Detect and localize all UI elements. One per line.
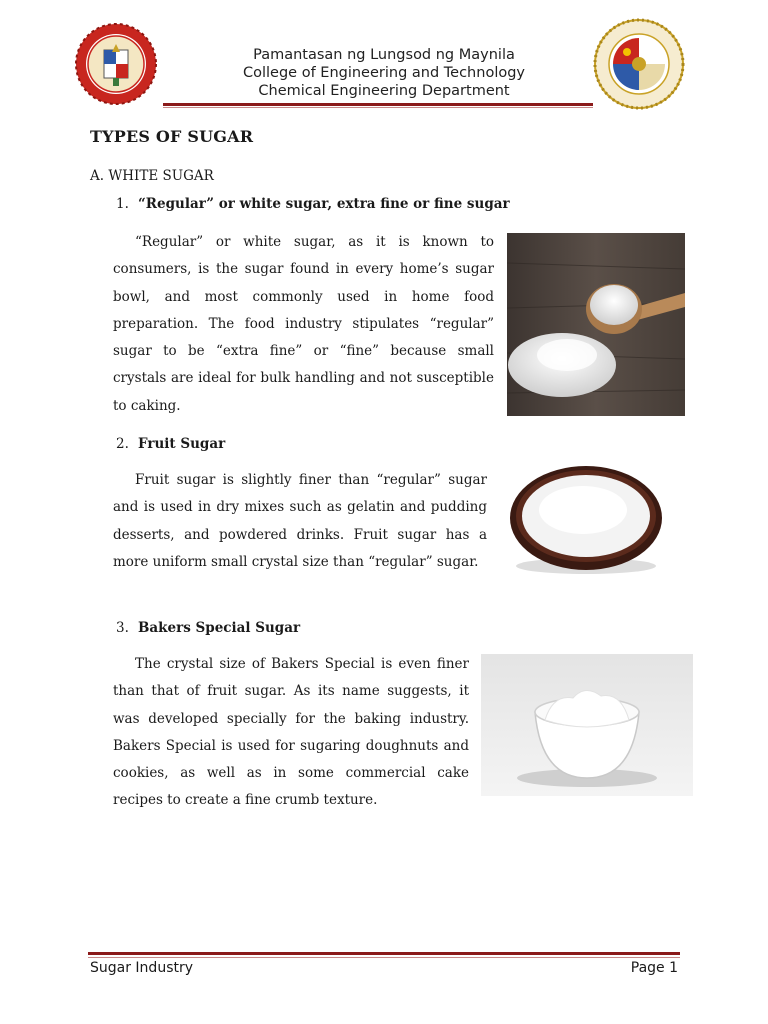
item-title: “Regular” or white sugar, extra fine or fine sugar	[138, 196, 510, 212]
item-heading-bakers-special	[116, 620, 300, 636]
section-heading: A. WHITE SUGAR	[90, 168, 214, 184]
header-department: Chemical Engineering Department	[258, 83, 510, 99]
footer-divider	[88, 952, 680, 955]
item-number: 1.	[116, 196, 129, 212]
paragraph-bakers-special: The crystal size of Bakers Special is even finer than that of fruit sugar. As its name suggests, it was developed specially for the baking industry. Bakers Special is used for sugaring doughnuts and cookies, as well as in some commercial cake recipes to create a fine crumb texture.	[113, 656, 469, 809]
footer-document-name: Sugar Industry	[90, 960, 194, 976]
image-bakers-sugar-glass-bowl	[481, 654, 693, 796]
footer-page-number: Page 1	[630, 960, 678, 976]
item-heading-regular-sugar	[116, 196, 510, 212]
item-title: Fruit Sugar	[138, 436, 226, 452]
header-college: College of Engineering and Technology	[242, 65, 525, 81]
item-number: 2.	[116, 436, 129, 452]
item-heading-fruit-sugar	[116, 436, 225, 452]
image-white-sugar-spoon	[507, 233, 685, 416]
footer-divider-thin	[88, 957, 680, 958]
header-university: Pamantasan ng Lungsod ng Maynila	[253, 47, 515, 63]
document-title: TYPES OF SUGAR	[90, 127, 254, 146]
item-number: 3.	[116, 620, 129, 636]
image-fruit-sugar-bowl	[505, 458, 667, 580]
header-divider-thin	[163, 107, 593, 108]
paragraph-regular-sugar: “Regular” or white sugar, as it is known to consumers, is the sugar found in every home’s sugar bowl, and most commonly used in home food preparation. The food industry stipulates “regular” sugar to be “extra fine” or “fine” because small crystals are ideal for bulk handling and not susceptible to caking.	[113, 234, 494, 414]
header-divider	[163, 103, 593, 106]
institution-header	[160, 46, 608, 100]
item-title: Bakers Special Sugar	[138, 620, 301, 636]
paragraph-fruit-sugar: Fruit sugar is slightly finer than “regular” sugar and is used in dry mixes such as gelatin and pudding desserts, and powdered drinks. Fruit sugar has a more uniform small crystal size than “regular” sugar.	[113, 472, 487, 570]
university-seal-logo	[74, 22, 158, 106]
